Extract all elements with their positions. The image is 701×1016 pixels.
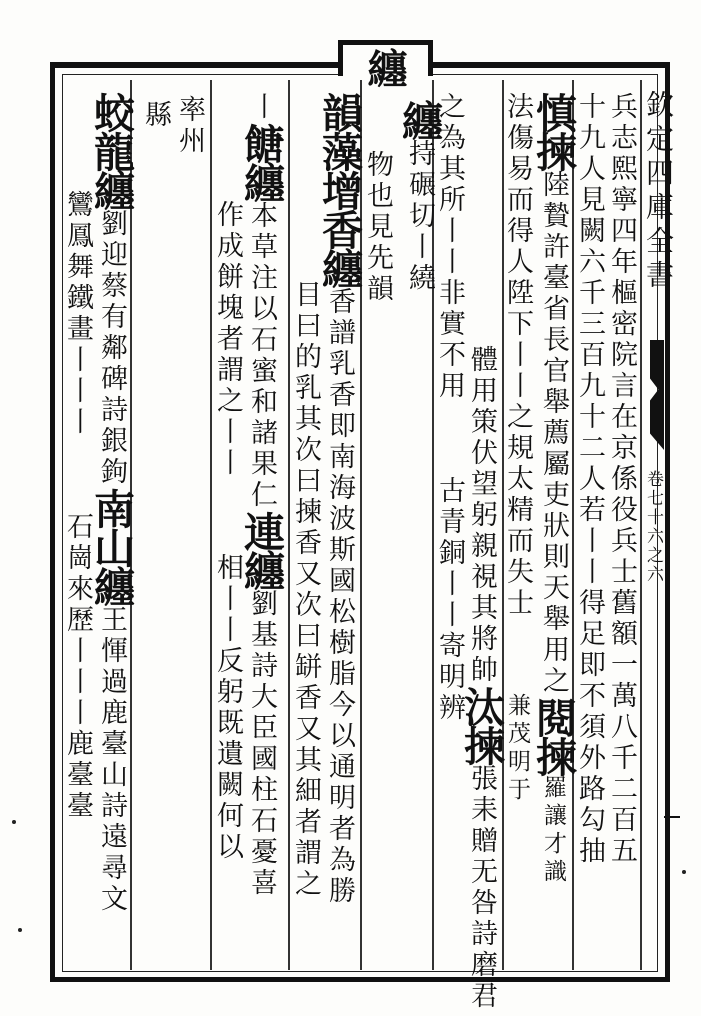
- text-segment: 兼茂明于: [504, 693, 530, 805]
- text-column: [315, 92, 363, 907]
- headword: 慎揀: [529, 92, 577, 170]
- text-column: [504, 92, 531, 805]
- text-segment: 陸贄許臺省長官舉薦屬吏狀則天舉用之: [538, 170, 569, 697]
- headword: 汰揀: [457, 686, 505, 764]
- text-segment: 劉基詩大臣國柱石憂喜: [246, 589, 277, 899]
- headword: 閱揀: [529, 697, 577, 775]
- text-segment: 率州: [174, 95, 205, 157]
- headword: 南山纏: [87, 488, 135, 605]
- text-segment: 丨: [246, 92, 277, 123]
- headword: 香纏: [315, 209, 363, 287]
- text-segment: 作成餅塊者謂之丨丨: [212, 200, 243, 479]
- text-segment: 鸞鳳舞鐵畫丨丨丨: [62, 190, 93, 438]
- text-segment: 物也見先韻: [362, 150, 393, 305]
- text-column: [176, 95, 203, 157]
- book-title: 欽定四庫全書: [642, 90, 675, 294]
- stray-dot: [18, 928, 22, 932]
- text-segment: 法傷易而得人陞下丨丨之規太精而失士: [502, 92, 533, 619]
- text-column: [87, 92, 135, 915]
- headword: 餹纏: [237, 123, 285, 201]
- headword: 蛟龍纏: [87, 92, 135, 209]
- stray-dot: [682, 870, 686, 874]
- text-segment: 王惲過鹿臺山詩遠尋文: [96, 605, 127, 915]
- tab-title: 纏: [361, 48, 408, 88]
- text-segment: 之為其所丨丨非實不用: [434, 92, 465, 402]
- text-segment: 石崗來歷丨丨丨鹿臺臺: [62, 512, 93, 822]
- text-segment: 張耒贈无咎詩磨君: [466, 764, 497, 1012]
- text-column: [529, 92, 577, 887]
- text-segment: 劉迎蔡有鄰碑詩銀鉤: [96, 209, 127, 488]
- text-segment: 羅讓才識: [540, 775, 566, 887]
- text-segment: 十九人見闕六千三百九十二人若丨丨得足即不須外路勾抽: [574, 92, 605, 867]
- margin-tick: [664, 816, 680, 818]
- text-column: [214, 200, 241, 863]
- volume-label: 卷七十六之六: [643, 470, 663, 584]
- text-segment: 香譜乳香即南海波斯國松樹脂今以通明者為勝: [324, 287, 355, 907]
- text-segment: 古青銅丨丨寄明辨: [434, 476, 465, 724]
- text-segment: 體用策伏望躬親視其將帥: [466, 345, 497, 686]
- text-segment: 目曰的乳其次曰揀香又次曰缾香又其細者謂之: [290, 280, 321, 900]
- text-column: [364, 150, 391, 305]
- headword: 連纏: [237, 511, 285, 589]
- text-segment: 兵志熙寧四年樞密院言在京係役兵士舊額一萬八千二百五: [606, 92, 637, 867]
- text-column: [436, 92, 463, 724]
- text-column: [395, 100, 443, 294]
- text-segment: 持碾切丨繞: [404, 139, 435, 294]
- headword: 增: [315, 170, 363, 209]
- text-segment: 縣: [140, 100, 171, 131]
- text-segment: 相丨丨反躬既遺闕何以: [212, 553, 243, 863]
- text-column: [237, 92, 285, 899]
- text-column: [292, 280, 319, 900]
- text-column: [457, 345, 505, 1012]
- text-segment: 本草注以石蜜和諸果仁: [246, 201, 277, 511]
- text-column: [608, 92, 635, 867]
- stray-dot: [12, 820, 16, 824]
- text-column: [64, 190, 91, 822]
- headword: 韻藻: [315, 92, 363, 170]
- text-column: [576, 92, 603, 867]
- text-column: [142, 100, 169, 131]
- headword: 纏: [395, 100, 443, 139]
